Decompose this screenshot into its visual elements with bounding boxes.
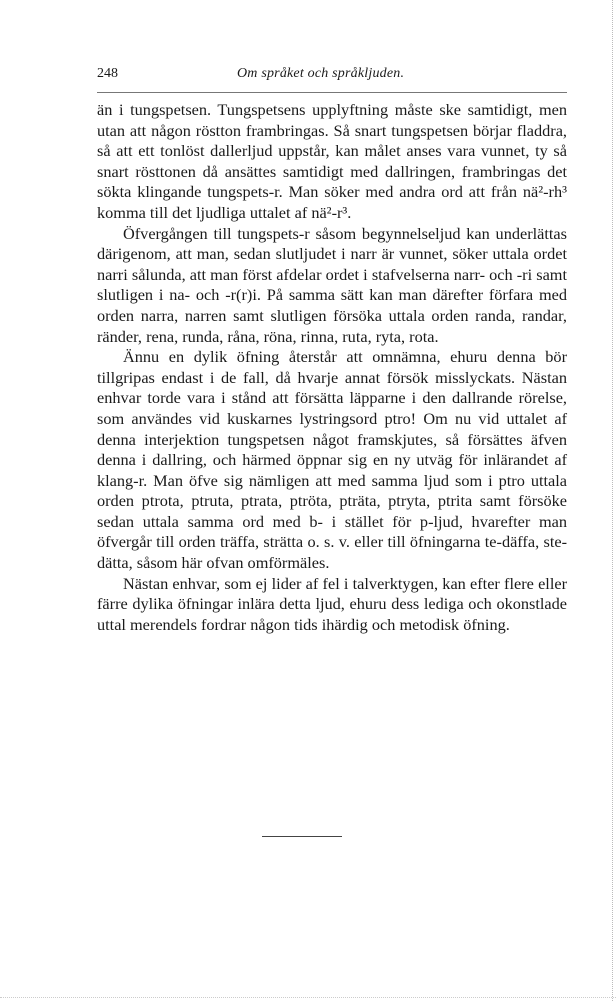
header-rule [97, 92, 567, 93]
page-edge-bottom [0, 997, 616, 998]
running-title: Om språket och språkljuden. [237, 66, 405, 81]
end-rule [262, 836, 342, 837]
paragraph-4: Nästan enhvar, som ej lider af fel i talverktygen, kan efter flere eller färre dylika öfningar inlära detta ljud, ehuru dess lediga och okonstlade uttal merendels fordrar någon tids ihärdig och metodisk öfning. [97, 573, 567, 634]
body-text [97, 100, 567, 635]
page-edge-right [612, 0, 613, 1001]
page-number: 248 [97, 66, 118, 81]
paragraph-2: Öfvergången till tungspets-r såsom begynnelseljud kan underlättas därigenom, att man, sedan slutljudet i narr är vunnet, söker uttala ordet narri sålunda, att man först afdelar ordet i stafvelserna narr- och -ri samt slutligen i na- och -r(r)i. På samma sätt kan man därefter förfara med orden narra, narren samt slutligen försöka uttala orden randa, randar, ränder, rena, runda, råna, röna, rinna, ruta, ryta, rota. [97, 223, 567, 346]
page-header [97, 66, 567, 86]
paragraph-3: Ännu en dylik öfning återstår att omnämna, ehuru denna bör tillgripas endast i de fall, då hvarje annat försök misslyckats. Nästan enhvar torde vara i stånd att försätta läpparne i den dallrande rörelse, som användes vid kuskarnes lystringsord ptro! Om nu vid uttalet af denna interjektion tungspetsen något framskjutes, så försättes äfven denna i dallring, och härmed öppnar sig en ny utväg för inlärandet af klang-r. Man öfve sig nämligen att med samma ljud som i ptro uttala orden ptrota, ptruta, ptrata, ptröta, pträta, ptryta, ptrita samt försöke sedan uttala samma ord med b- i stället för p-ljud, hvarefter man öfvergår till orden träffa, strätta o. s. v. eller till öfningarna te-däffa, ste-dätta, såsom här ofvan omförmäles. [97, 347, 567, 573]
paragraph-1: än i tungspetsen. Tungspetsens upplyftning måste ske samtidigt, men utan att någon röstton frambringas. Så snart tungspetsen börjar fladdra, så att ett tonlöst dallerljud uppstår, kan målet anses vara vunnet, ty så snart rösttonen då ansättes samtidigt med dallringen, frambringas det sökta klingande tungspets-r. Man söker med andra ord att från nä²-rh³ komma till det ljudliga uttalet af nä²-r³. [97, 100, 567, 222]
